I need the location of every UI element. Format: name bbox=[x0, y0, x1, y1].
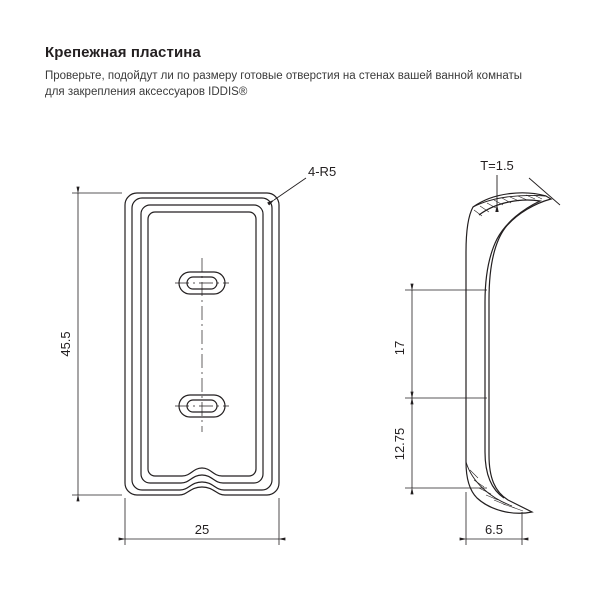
side-outer-profile bbox=[466, 193, 551, 513]
side-dim-width bbox=[466, 492, 522, 545]
side-bottom-lip bbox=[466, 462, 512, 506]
side-dim-upper bbox=[405, 290, 487, 398]
subtitle-line-1: Проверьте, подойдут ли по размеру готовые отверстия на стенах вашей ванной комнаты bbox=[45, 70, 523, 82]
front-height-dimension bbox=[72, 193, 122, 495]
side-hatching bbox=[470, 195, 542, 511]
dim-front-height: 45.5 bbox=[58, 331, 73, 357]
radius-leader bbox=[274, 178, 306, 200]
page-title: Крепежная пластина bbox=[45, 44, 201, 61]
dim-front-width: 25 bbox=[194, 522, 210, 537]
label-radius: 4-R5 bbox=[308, 164, 337, 179]
subtitle-line-2: для закрепления аксессуаров IDDIS® bbox=[45, 86, 248, 98]
side-inner-profile bbox=[479, 200, 540, 498]
front-view-group bbox=[125, 193, 279, 495]
dim-side-width: 6.5 bbox=[484, 522, 504, 537]
side-view-group bbox=[466, 193, 551, 513]
dim-side-upper: 17 bbox=[392, 340, 407, 356]
dim-side-lower: 12.75 bbox=[392, 427, 407, 461]
label-thickness: T=1.5 bbox=[480, 158, 514, 173]
